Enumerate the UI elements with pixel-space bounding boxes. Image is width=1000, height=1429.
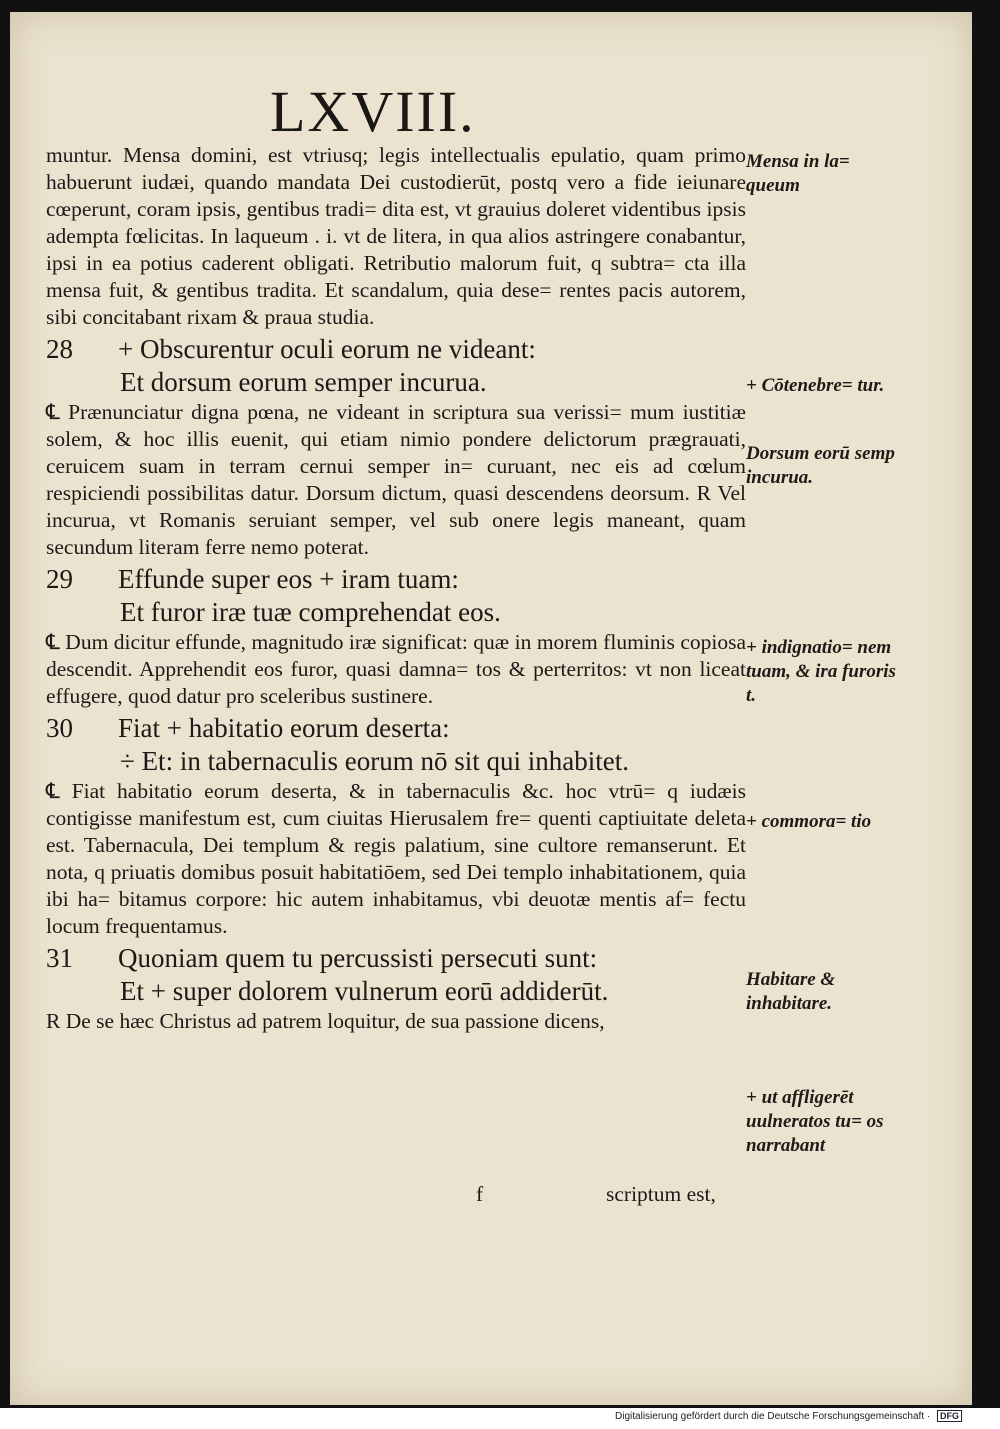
margin-note-mensa: Mensa in la= queum	[746, 151, 850, 196]
main-text	[46, 142, 746, 1035]
pilcrow-icon: ℄	[46, 400, 60, 424]
commentary-paragraph-5: R De se hæc Christus ad patrem loquitur, de sua passione dicens,	[46, 1009, 605, 1033]
verse-line-1: + Obscurentur oculi eorum ne videant:	[118, 334, 536, 364]
dfg-logo: DFG	[937, 1410, 962, 1422]
verse-number: 31	[46, 943, 73, 973]
signature-mark: f	[476, 1182, 484, 1206]
verse-line-1: Quoniam quem tu percussisti persecuti sunt:	[118, 943, 598, 973]
commentary-paragraph-2: ℄ Prænunciatur digna pœna, ne videant in scriptura sua verissi= mum iustitiæ solem, & hoc illis euenit, qui etiam nimio pondere delictorum prægrauati, ceruicem suam in terram cernui semper in= curuant, nec eis ad cœlum respiciendi possibilitas datur. Dorsum dictum, quasi descendens deorsum. R Vel incurua, vt Romanis seruiant semper, vel sub onere legis maneant, quam secundum literam ferre nemo poterat.	[46, 400, 746, 559]
pilcrow-icon: ℄	[46, 779, 60, 803]
margin-note-affligerent: + ut affligerēt uulneratos tu= os narrabant	[746, 1087, 884, 1156]
verse-number: 30	[46, 713, 73, 743]
commentary-paragraph-1: muntur. Mensa domini, est vtriusq; legis intellectualis epulatio, quam primo habuerunt iudæi, quando mandata Dei custodierūt, postq vero a fide ieiunare cœperunt, coram ipsis, gentibus tradi= dita est, vt grauius doleret videntibus ipsis adempta fœlicitas. In laqueum . i. vt de litera, in qua alios astringere conabantur, ipsi in ea potius caderent obligati. Retributio malorum fuit, q subtra= cta illa mensa fuit, & gentibus tradita. Et scandalum, quia dese= rentes pacis autorem, sibi concitabant rixam & praua studia.	[46, 143, 746, 329]
page-header: LXVIII.	[270, 79, 476, 144]
margin-note-contenebretur: + Cōtenebre= tur.	[746, 375, 885, 396]
credit-text: Digitalisierung gefördert durch die Deutsche Forschungsgemeinschaft ·	[615, 1411, 931, 1422]
verse-29	[46, 563, 746, 629]
margin-note-dorsum: Dorsum eorū semp incurua.	[746, 443, 895, 488]
verse-line-2: Et + super dolorem vulnerum eorū addiderūt.	[120, 976, 609, 1006]
verse-line-1: Effunde super eos + iram tuam:	[118, 564, 459, 594]
verse-number: 28	[46, 334, 73, 364]
verse-line-2: ÷ Et: in tabernaculis eorum nō sit qui inhabitet.	[120, 746, 629, 776]
margin-note-indignationem: + indignatio= nem tuam, & ira furoris t.	[746, 637, 896, 706]
verse-line-1: Fiat + habitatio eorum deserta:	[118, 713, 450, 743]
verse-28	[46, 333, 746, 399]
verse-line-2: Et furor iræ tuæ comprehendat eos.	[120, 597, 501, 627]
digitization-credit	[615, 1410, 962, 1422]
pilcrow-icon: ℄	[46, 630, 60, 654]
verse-line-2: Et dorsum eorum semper incurua.	[120, 367, 487, 397]
catchword: scriptum est,	[606, 1182, 716, 1206]
margin-note-commoratio: + commora= tio	[746, 811, 872, 832]
verse-31	[46, 942, 746, 1008]
verse-30	[46, 712, 746, 778]
commentary-paragraph-3: ℄ Dum dicitur effunde, magnitudo iræ significat: quæ in morem fluminis copiosa descendit. Apprehendit eos furor, quasi damna= tos & perterritos: vt non liceat effugere, quod datur pro sceleribus sustinere.	[46, 630, 747, 708]
commentary-paragraph-4: ℄ Fiat habitatio eorum deserta, & in tabernaculis &c. hoc vtrū= q iudæis contigisse manifestum est, cum ciuitas Hierusalem fre= quenti captiuitate deleta est. Tabernacula, Dei templum & regis palatium, sine cultore remanserunt. Et nota, q priuatis domibus posuit habitatiōem, sed Dei templo inhabitationem, quia ibi ha= bitamus corpore: hic autem inhabitamus, vbi deuotæ mentis af= fectu locum frequentamus.	[46, 779, 747, 938]
margin-note-habitare: Habitare & inhabitare.	[746, 969, 836, 1014]
verse-number: 29	[46, 564, 73, 594]
r-mark: R	[46, 1009, 61, 1033]
